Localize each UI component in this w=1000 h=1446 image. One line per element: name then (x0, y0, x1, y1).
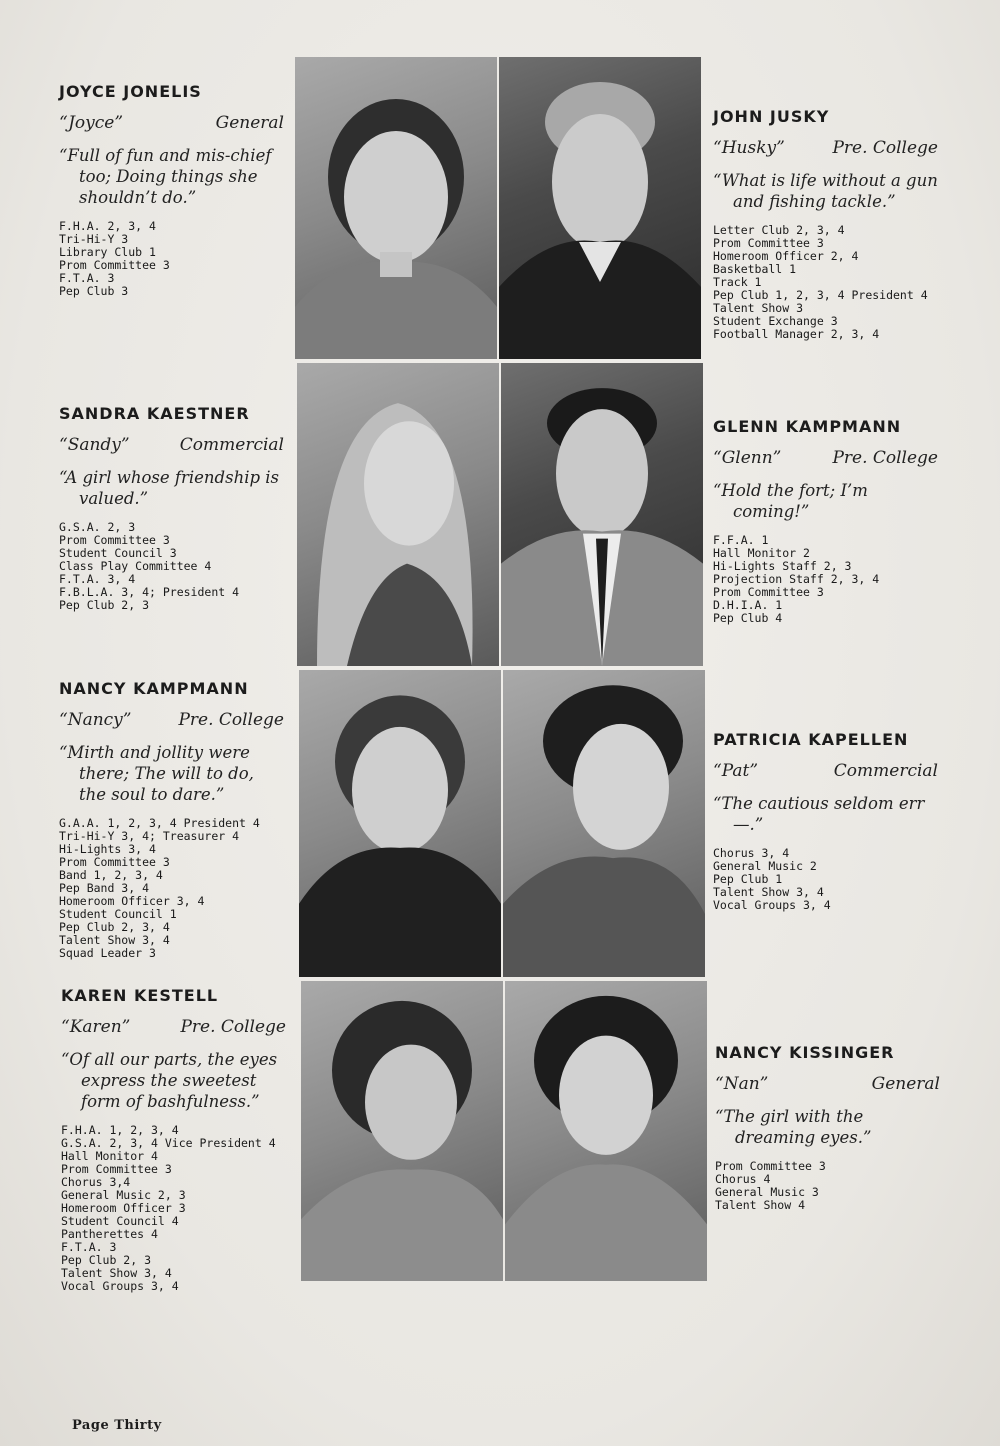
portrait-photo (297, 363, 499, 666)
activity-item: Prom Committee 3 (713, 236, 824, 250)
student-quote: “The cautious seldom err—.” (713, 794, 925, 834)
student-name: NANCY KISSINGER (715, 1043, 895, 1062)
activity-item: General Music 2 (713, 859, 817, 873)
student-name: GLENN KAMPMANN (713, 417, 902, 436)
activity-item: Class Play Committee 4 (59, 559, 212, 573)
activity-item: Student Council 1 (59, 907, 177, 921)
activity-item: Student Exchange 3 (713, 314, 838, 328)
activity-item: Football Manager 2, 3, 4 (713, 327, 880, 341)
activities-list (61, 1124, 286, 1293)
student-quote: “A girl whose friendship is valued.” (59, 468, 280, 508)
activity-item: Track 1 (713, 275, 762, 289)
student-nickname: “Joyce” (59, 113, 124, 133)
portrait-photo (295, 57, 497, 359)
activity-item: Homeroom Officer 2, 4 (713, 249, 859, 263)
student-name: JOYCE JONELIS (59, 82, 202, 101)
activity-item: Pep Club 2, 3, 4 (59, 920, 170, 934)
activity-item: Prom Committee 3 (61, 1162, 172, 1176)
student-entry (59, 82, 284, 298)
activity-item: Student Council 4 (61, 1214, 179, 1228)
student-name: JOHN JUSKY (713, 107, 830, 126)
nickname-course-line (713, 761, 938, 781)
activity-item: D.H.I.A. 1 (713, 598, 783, 612)
activity-item: Pep Club 1, 2, 3, 4 President 4 (713, 288, 928, 302)
activity-item: Prom Committee 3 (715, 1159, 826, 1173)
student-quote: “Hold the fort; I’m coming!” (713, 481, 868, 521)
student-name: KAREN KESTELL (61, 986, 219, 1005)
activity-item: Tri-Hi-Y 3, 4; Treasurer 4 (59, 829, 240, 843)
activity-item: Hall Monitor 4 (61, 1149, 158, 1163)
nickname-course-line (59, 435, 284, 455)
portrait-photo (301, 981, 503, 1281)
activity-item: Hi-Lights Staff 2, 3 (713, 559, 852, 573)
activity-item: Prom Committee 3 (59, 258, 170, 272)
activities-list (59, 220, 284, 298)
activities-list (713, 534, 938, 625)
student-entry (715, 1043, 940, 1212)
student-entry (713, 107, 938, 341)
activity-item: F.T.A. 3, 4 (59, 572, 136, 586)
activity-item: General Music 3 (715, 1185, 819, 1199)
student-nickname: “Pat” (713, 761, 759, 781)
activity-item: Homeroom Officer 3, 4 (59, 894, 205, 908)
student-nickname: “Nancy” (59, 710, 132, 730)
activity-item: Library Club 1 (59, 245, 156, 259)
student-quote: “Of all our parts, the eyes express the sweetest form of bashfulness.” (61, 1050, 278, 1111)
student-course: Pre. College (832, 448, 938, 468)
activity-item: Basketball 1 (713, 262, 797, 276)
student-quote: “Full of fun and mis-chief too; Doing things she shouldn’t do.” (59, 146, 272, 207)
activity-item: Talent Show 3, 4 (713, 885, 824, 899)
student-entry (713, 417, 938, 625)
student-quote: “What is life without a gun and fishing tackle.” (713, 171, 938, 211)
activity-item: F.H.A. 2, 3, 4 (59, 219, 156, 233)
activity-item: Pep Club 3 (59, 284, 129, 298)
activity-item: Projection Staff 2, 3, 4 (713, 572, 880, 586)
activity-item: Homeroom Officer 3 (61, 1201, 186, 1215)
activity-item: Talent Show 3, 4 (61, 1266, 172, 1280)
student-course: Commercial (833, 761, 938, 781)
activity-item: F.B.L.A. 3, 4; President 4 (59, 585, 240, 599)
student-entry (713, 730, 938, 912)
activity-item: Vocal Groups 3, 4 (61, 1279, 179, 1293)
activity-item: Talent Show 4 (715, 1198, 806, 1212)
activity-item: Prom Committee 3 (59, 533, 170, 547)
nickname-course-line (713, 448, 938, 468)
activity-item: Band 1, 2, 3, 4 (59, 868, 163, 882)
activity-item: Pep Club 4 (713, 611, 783, 625)
activity-item: Pep Club 2, 3 (61, 1253, 152, 1267)
activity-item: G.S.A. 2, 3, 4 Vice President 4 (61, 1136, 276, 1150)
portrait-photo (499, 57, 701, 359)
student-quote: “The girl with the dreaming eyes.” (715, 1107, 872, 1147)
activity-item: Pep Club 1 (713, 872, 783, 886)
student-nickname: “Sandy” (59, 435, 130, 455)
activity-item: G.S.A. 2, 3 (59, 520, 136, 534)
student-nickname: “Karen” (61, 1017, 131, 1037)
nickname-course-line (59, 113, 284, 133)
student-quote: “Mirth and jollity were there; The will to do, the soul to dare.” (59, 743, 254, 804)
activity-item: Chorus 4 (715, 1172, 771, 1186)
activities-list (59, 817, 284, 960)
nickname-course-line (715, 1074, 940, 1094)
activity-item: Squad Leader 3 (59, 946, 156, 960)
activity-item: Pep Club 2, 3 (59, 598, 150, 612)
activities-list (713, 847, 938, 912)
activity-item: Talent Show 3 (713, 301, 804, 315)
student-course: Pre. College (180, 1017, 286, 1037)
student-course: Pre. College (178, 710, 284, 730)
activities-list (59, 521, 284, 612)
activity-item: Prom Committee 3 (59, 855, 170, 869)
student-entry (61, 986, 286, 1293)
student-nickname: “Glenn” (713, 448, 782, 468)
nickname-course-line (61, 1017, 286, 1037)
portrait-photo (503, 670, 705, 977)
activity-item: Vocal Groups 3, 4 (713, 898, 831, 912)
nickname-course-line (713, 138, 938, 158)
activity-item: Pantherettes 4 (61, 1227, 158, 1241)
activities-list (713, 224, 938, 341)
portrait-photo (501, 363, 703, 666)
student-course: General (871, 1074, 940, 1094)
activity-item: F.T.A. 3 (59, 271, 115, 285)
activity-item: F.F.A. 1 (713, 533, 769, 547)
student-course: General (215, 113, 284, 133)
page-number-footer: Page Thirty (72, 1418, 162, 1433)
activity-item: General Music 2, 3 (61, 1188, 186, 1202)
activity-item: Hall Monitor 2 (713, 546, 810, 560)
student-nickname: “Husky” (713, 138, 785, 158)
activity-item: Hi-Lights 3, 4 (59, 842, 156, 856)
portrait-photo (299, 670, 501, 977)
nickname-course-line (59, 710, 284, 730)
activity-item: F.H.A. 1, 2, 3, 4 (61, 1123, 179, 1137)
activity-item: Prom Committee 3 (713, 585, 824, 599)
portrait-photo (505, 981, 707, 1281)
activity-item: Letter Club 2, 3, 4 (713, 223, 845, 237)
activity-item: F.T.A. 3 (61, 1240, 117, 1254)
student-nickname: “Nan” (715, 1074, 769, 1094)
student-entry (59, 679, 284, 960)
activity-item: Chorus 3,4 (61, 1175, 131, 1189)
activity-item: Student Council 3 (59, 546, 177, 560)
activities-list (715, 1160, 940, 1212)
student-name: PATRICIA KAPELLEN (713, 730, 909, 749)
student-course: Commercial (179, 435, 284, 455)
student-course: Pre. College (832, 138, 938, 158)
activity-item: Pep Band 3, 4 (59, 881, 150, 895)
student-name: NANCY KAMPMANN (59, 679, 249, 698)
student-name: SANDRA KAESTNER (59, 404, 250, 423)
activity-item: Talent Show 3, 4 (59, 933, 170, 947)
activity-item: G.A.A. 1, 2, 3, 4 President 4 (59, 816, 260, 830)
activity-item: Tri-Hi-Y 3 (59, 232, 129, 246)
student-entry (59, 404, 284, 612)
activity-item: Chorus 3, 4 (713, 846, 790, 860)
